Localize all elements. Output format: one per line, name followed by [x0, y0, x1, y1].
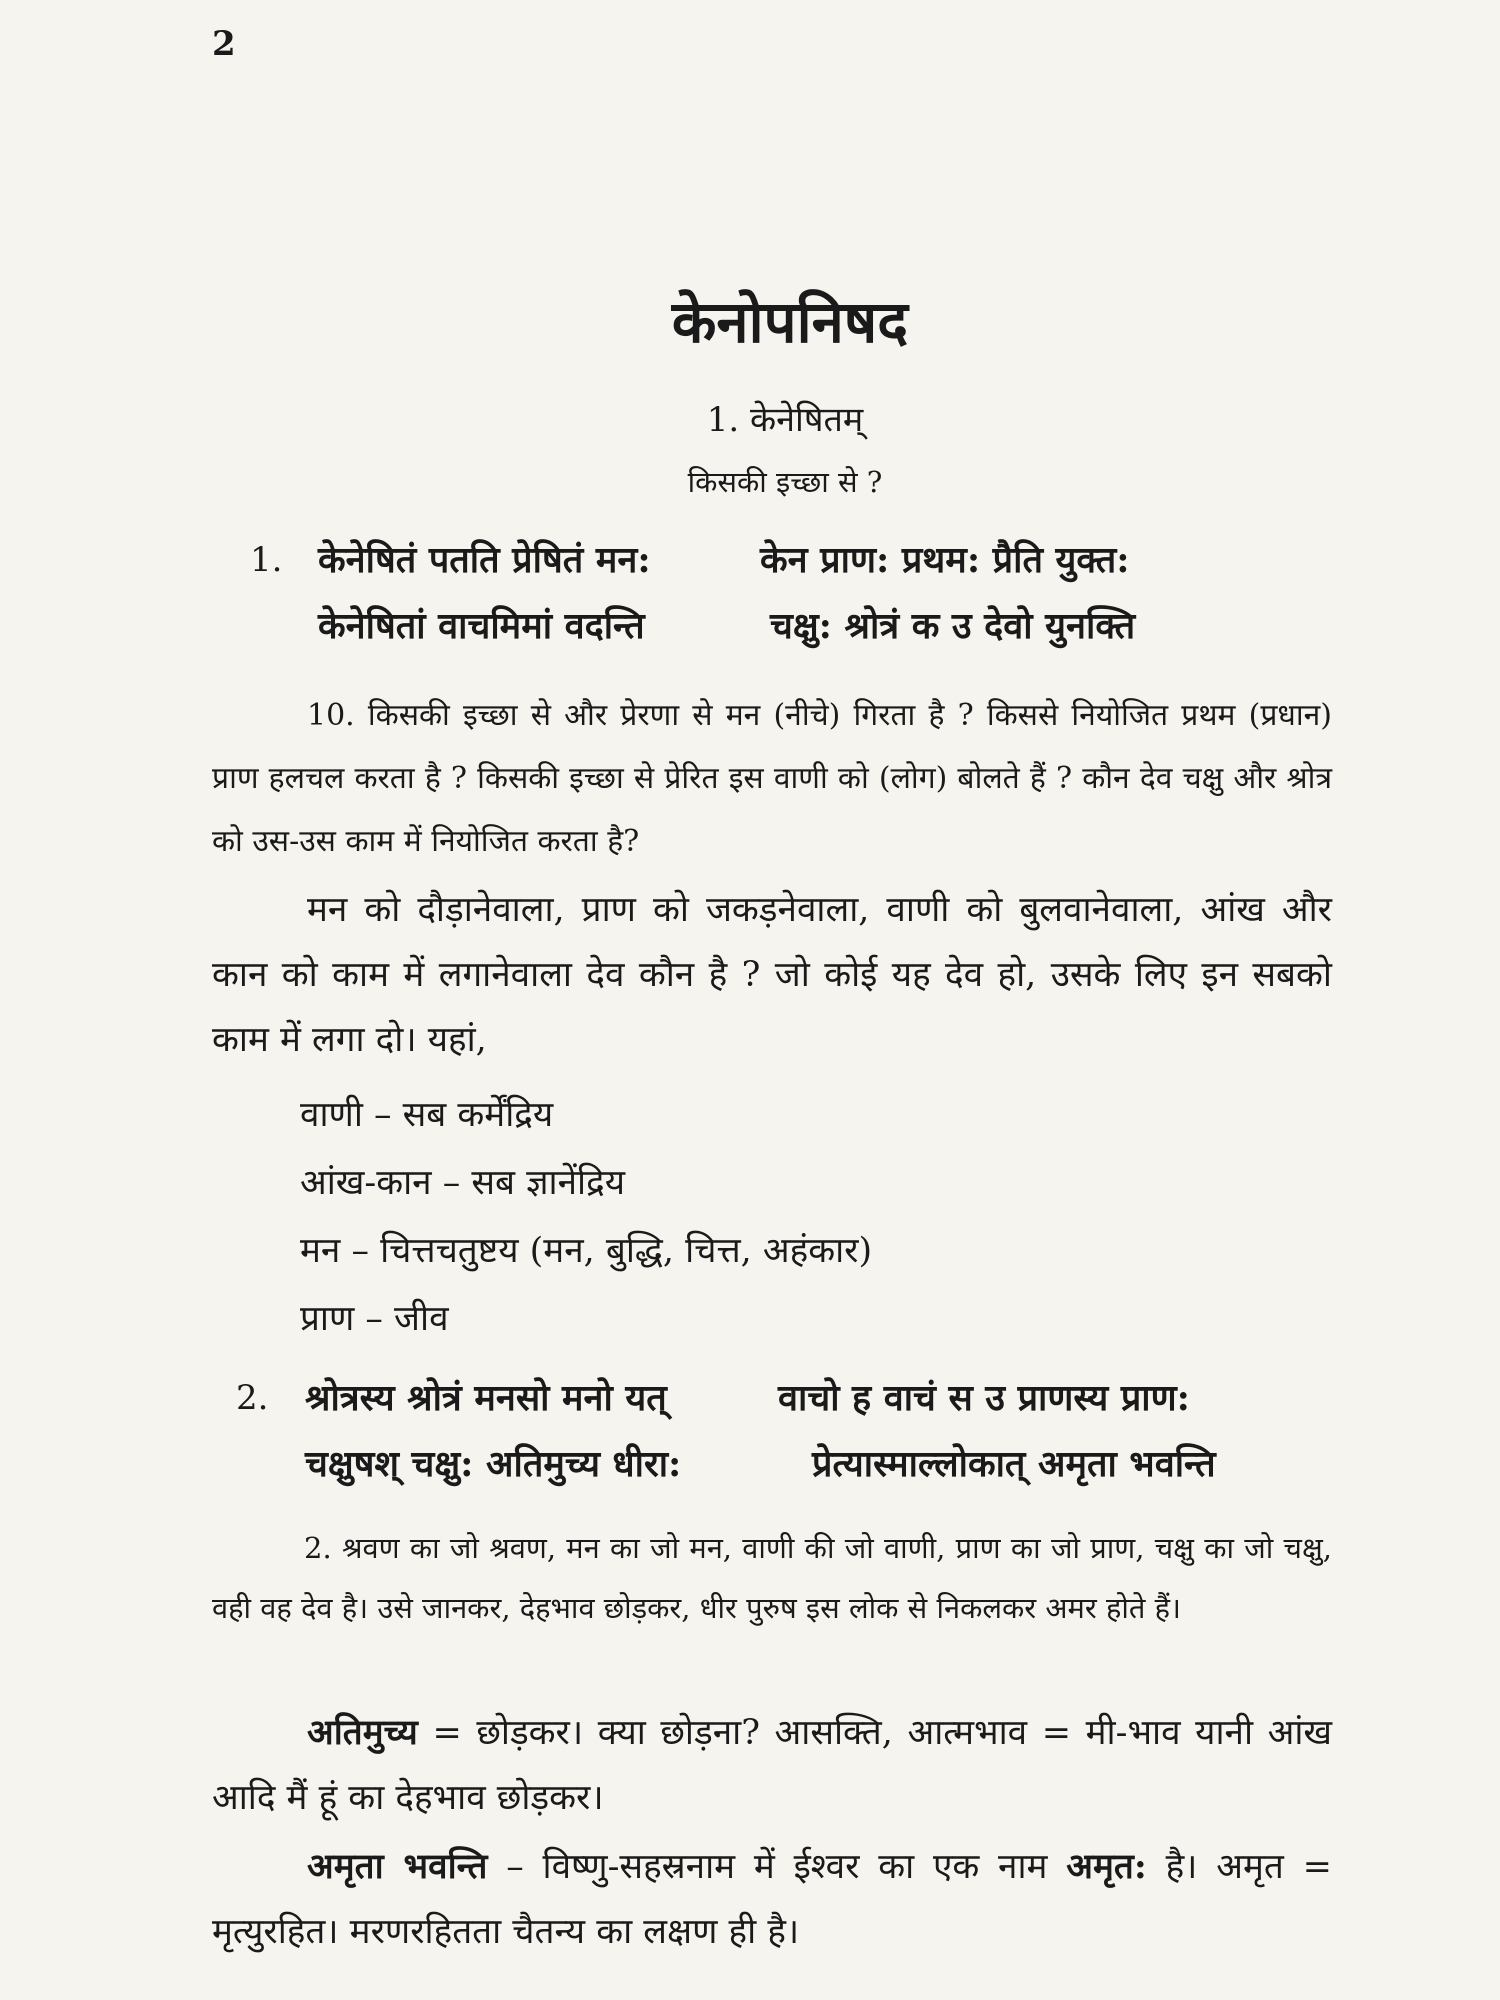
term-explanation: = छोड़कर। क्या छोड़ना? आसक्ति, आत्मभाव = मी-भाव यानी आंख आदि मैं हूं का देहभाव छोड़कर।: [212, 1713, 1332, 1818]
commentary-paragraph: मन को दौड़ानेवाला, प्राण को जकड़नेवाला, वाणी को बुलवानेवाला, आंख और कान को काम में लगानेवाला देव कौन है ? जो कोई यह देव हो, उसके लिए इन सबको काम में लगा दो। यहां,: [212, 890, 1332, 1060]
verse-line: श्रोत्रस्य श्रोत्रं मनसो मनो यत्: [305, 1377, 667, 1419]
section-subheading: किसकी इच्छा से ?: [687, 465, 883, 499]
chapter-title: केनोपनिषद: [671, 288, 909, 356]
verse-number: 2.: [236, 1378, 269, 1418]
verse-line: प्रेत्यास्माल्लोकात् अमृता भवन्ति: [812, 1443, 1216, 1485]
commentary-paragraph: [212, 1834, 1332, 1965]
term-bold: अतिमुच्य: [307, 1712, 418, 1753]
commentary-paragraph: [212, 1700, 1332, 1831]
verse-line: केनेषितं पतति प्रेषितं मन:: [318, 539, 651, 581]
translation-paragraph: 10. किसकी इच्छा से और प्रेरणा से मन (नीचे) गिरता है ? किससे नियोजित प्रथम (प्रधान) प्राण हलचल करता है ? किसकी इच्छा से प्रेरित इस वाणी को (लोग) बोलते हैं ? कौन देव चक्षु और श्रोत्र को उस-उस काम में नियोजित करता है?: [212, 698, 1332, 859]
verse-line: चक्षु: श्रोत्रं क उ देवो युनक्ति: [770, 605, 1136, 647]
term-bold: अमृत:: [1066, 1846, 1147, 1887]
list-item: आंख-कान – सब ज्ञानेंद्रिय: [300, 1163, 625, 1203]
list-item: मन – चित्तचतुष्टय (मन, बुद्धि, चित्त, अहंकार): [300, 1231, 873, 1271]
term-bold: अमृता भवन्ति: [307, 1846, 488, 1887]
term-explanation: है। अमृत = मृत्युरहित। मरणरहितता चैतन्य का लक्षण ही है।: [212, 1847, 1332, 1952]
verse-number: 1.: [250, 540, 283, 580]
term-explanation: – विष्णु-सहस्रनाम में ईश्वर का एक नाम: [487, 1847, 1067, 1887]
translation-paragraph: 2. श्रवण का जो श्रवण, मन का जो मन, वाणी की जो वाणी, प्राण का जो प्राण, चक्षु का जो चक्षु, वही वह देव है। उसे जानकर, देहभाव छोड़कर, धीर पुरुष इस लोक से निकलकर अमर होते हैं।: [212, 1531, 1332, 1625]
section-heading: 1. केनेषितम्: [706, 400, 864, 440]
verse-line: केनेषितां वाचमिमां वदन्ति: [318, 605, 645, 647]
page-number: 2: [212, 24, 236, 64]
verse-line: चक्षुषश् चक्षु: अतिमुच्य धीरा:: [305, 1443, 682, 1485]
verse-line: केन प्राण: प्रथम: प्रैति युक्त:: [760, 539, 1130, 581]
list-item: वाणी – सब कर्मेंद्रिय: [300, 1095, 554, 1135]
list-item: प्राण – जीव: [300, 1299, 449, 1339]
verse-line: वाचो ह वाचं स उ प्राणस्य प्राण:: [778, 1377, 1190, 1419]
